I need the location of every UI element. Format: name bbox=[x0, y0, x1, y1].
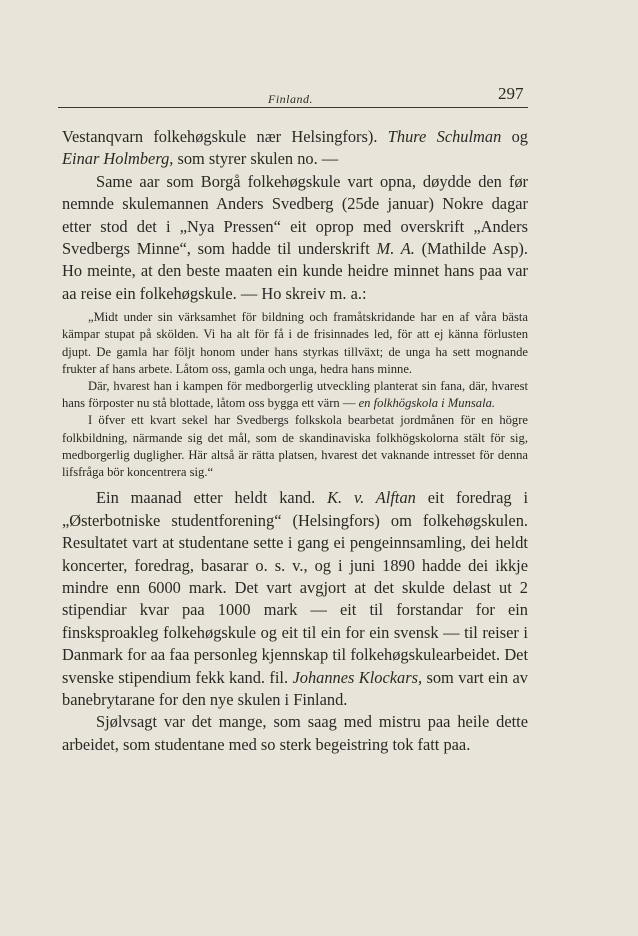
name-thure-schulman: Thure Schulman bbox=[387, 127, 502, 146]
quote-paragraph-2 bbox=[62, 378, 528, 412]
text: Ein maanad etter heldt kand. bbox=[96, 488, 328, 508]
block-quote bbox=[62, 309, 528, 481]
name-einar-holmberg: Einar Holmberg, bbox=[62, 149, 174, 169]
text: eit foredrag i „Østerbotniske studentforening“ (Helsingfors) om folkehøgskulen. Resultatet vart at studentane sette i gang ei pengeinnsamling, dei heldt koncerter, foredrag, basarar o. s. v., og i juni 1890 hadde dei ikkje mindre enn 6000 mark. Det vart avgjort at det skulde delast ut 2 stipendiar kvar paa 1000 mark — eit til forstandar for ein finsksproakleg folkehøgskule og eit til ein for ein svensk — til reiser i Danmark for aa faa personleg kjennskap til folkehøgskulearbeidet. Det svenske stipendium fekk kand. fil. bbox=[62, 488, 528, 687]
text: og bbox=[501, 127, 528, 146]
page-body bbox=[62, 126, 528, 756]
text: Där, hvarest han i kampen för medborgerlig utveckling planterat sin fana, där, hvarest hans förposter nu stå blottade, låtom oss bygga ett värn — bbox=[62, 379, 528, 411]
paragraph-2 bbox=[62, 171, 528, 305]
quote-paragraph-1: „Midt under sin värksamhet för bildning och framåtskridande har en af våra bästa kämpar stupat på skölden. Vi ha alt för få i de frisinnades led, för att ej känna förlusten djupt. De gamla har följt honom under hans styrkas tillväxt; de unga ha sett mognande frukter af hans arbete. Låtom oss, gamla och unga, hedra hans minne. bbox=[62, 310, 528, 376]
name-johannes-klockars: Johannes Klockars, bbox=[292, 667, 423, 687]
text: som styrer skulen no. — bbox=[173, 149, 339, 169]
emphasis-folkhogskola: en folkhögskola i Munsala. bbox=[358, 396, 496, 411]
text: Same aar som Borgå folkehøgskule vart opna, døydde den før nemnde skulemannen Anders Svedberg (25de januar) Nokre dagar etter stod det i „Nya Pressen“ eit oprop med overskrift „Anders Svedbergs Minne“, som hadde til underskrift bbox=[62, 171, 528, 259]
name-k-v-alftan: K. v. Alftan bbox=[327, 488, 416, 508]
text: (Mathilde Asp). Ho meinte, at den beste maaten ein kunde heidre minnet hans paa var aa reise ein folkehøgskule. — Ho skreiv m. a.: bbox=[62, 239, 528, 303]
text: som vart ein av banebrytarane for den nye skulen i Finland. bbox=[62, 667, 528, 709]
paragraph-3 bbox=[62, 487, 528, 711]
signature-initials: M. A. bbox=[376, 239, 415, 259]
paragraph-4: Sjølvsagt var det mange, som saag med mistru paa heile dette arbeidet, som studentane med so sterk begeistring tok fatt paa. bbox=[62, 712, 528, 754]
page-header bbox=[0, 84, 638, 108]
running-title: Finland. bbox=[268, 92, 313, 106]
text: Vestanqvarn folkehøgskule nær Helsingfors). bbox=[62, 127, 388, 146]
quote-paragraph-3: I öfver ett kvart sekel har Svedbergs folkskola bearbetat jordmånen för en högre folkbildning, närmande sig det mål, som de skandinaviska folkhögskolorna stält för sig, medborgerlig dugligher. Här altså är rätta platsen, hvarest det vaknande intresset för denna lifsfråga bör koncentrera sig.“ bbox=[62, 413, 528, 480]
page-number: 297 bbox=[498, 84, 524, 103]
paragraph-1 bbox=[62, 126, 528, 171]
header-rule bbox=[58, 107, 528, 108]
